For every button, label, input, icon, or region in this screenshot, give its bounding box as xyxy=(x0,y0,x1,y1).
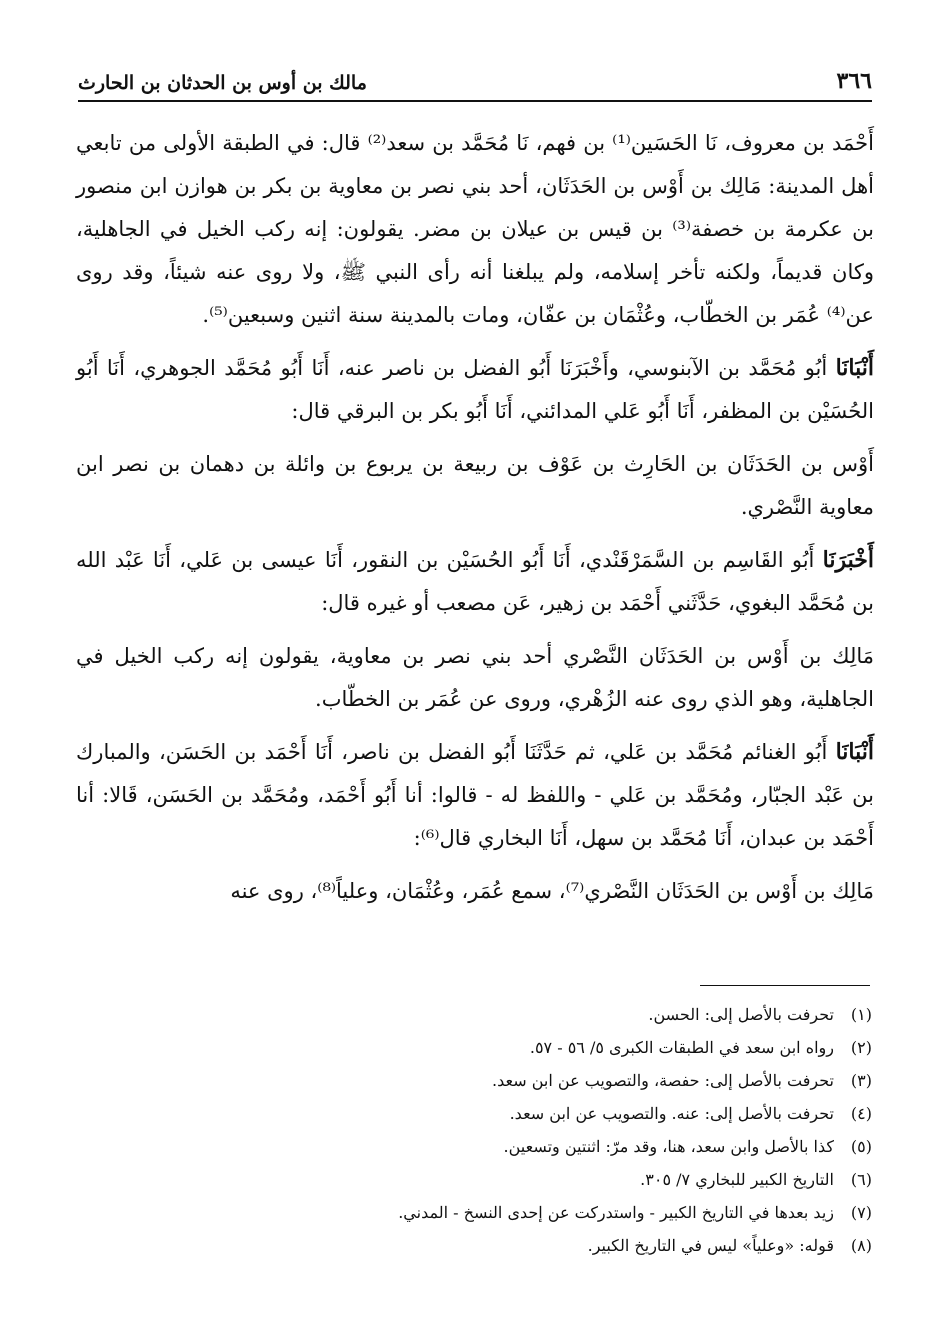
paragraph-text: أَبُو القَاسِم بن السَّمَرْقَنْدي، أَنَا أَبُو الحُسَيْن بن النقور، أَنَا عيسى بن عَلي، أَنَا عَبْد الله بن مُحَمَّد البغوي، حَدَّثَني أَحْمَد بن زهير، عَن مصعب أو غيره قال: xyxy=(76,548,874,615)
paragraph xyxy=(76,443,874,529)
paragraph-text: أَحْمَد بن معروف، نَا الحَسَين⁽¹⁾ بن فهم، نَا مُحَمَّد بن سعد⁽²⁾ قال: في الطبقة الأولى من تابعي أهل المدينة: مَالِك بن أَوْس بن الحَدَثَان، أحد بني نصر بن معاوية بن بكر بن هوازن ابن منصور بن عكرمة بن خصفة⁽³⁾ بن قيس بن عيلان بن مضر. يقولون: إنه ركب الخيل في الجاهلية، وكان قديماً، ولكنه تأخر إسلامه، ولم يبلغنا أنه رأى النبي ﷺ، ولا روى عنه شيئاً، وقد روى عن⁽⁴⁾ عُمَر بن الخطّاب، وعُثْمَان بن عفّان، ومات بالمدينة سنة اثنين وسبعين⁽⁵⁾. xyxy=(76,131,874,327)
footnote xyxy=(100,1163,872,1196)
footnote-text: كذا بالأصل وابن سعد، هنا، وقد مرّ: اثنتين وتسعين. xyxy=(503,1137,834,1156)
footnote xyxy=(100,1097,872,1130)
paragraph xyxy=(76,635,874,721)
paragraph-text: أبُو مُحَمَّد بن الآبنوسي، وأَخْبَرَنَا أَبُو الفضل بن ناصر عنه، أَنَا أَبُو مُحَمَّد الجوهري، أَنَا أَبُو الحُسَيْن بن المظفر، أَنَا أَبُو عَلي المدائني، أَنَا أَبُو بكر بن البرقي قال: xyxy=(76,356,874,423)
footnote-text: قوله: «وعلياً» ليس في التاريخ الكبير. xyxy=(587,1236,834,1255)
footnote-text: زيد بعدها في التاريخ الكبير - واستدركت عن إحدى النسخ - المدني. xyxy=(398,1203,834,1222)
footnote xyxy=(100,998,872,1031)
paragraph-text: مَالِك بن أَوْس بن الحَدَثَان النَّصْري أحد بني نصر بن معاوية، يقولون إنه ركب الخيل في الجاهلية، وهو الذي روى عنه الزُهْري، وروى عن عُمَر بن الخطّاب. xyxy=(76,644,874,711)
page-header xyxy=(78,60,872,102)
footnote-number: (٤) xyxy=(850,1104,872,1123)
footnotes xyxy=(100,998,872,1262)
footnote-divider xyxy=(700,985,870,986)
footnote-text: التاريخ الكبير للبخاري ٧/ ٣٠٥. xyxy=(640,1170,834,1189)
footnote xyxy=(100,1031,872,1064)
footnote-text: تحرفت بالأصل إلى: الحسن. xyxy=(648,1005,834,1024)
paragraph-text: مَالِك بن أَوْس بن الحَدَثَان النَّصْري⁽⁷⁾، سمع عُمَر، وعُثْمَان، وعلياً⁽⁸⁾، روى عنه xyxy=(230,879,874,903)
footnote-text: تحرفت بالأصل إلى: عنه. والتصويب عن ابن سعد. xyxy=(509,1104,834,1123)
paragraph xyxy=(76,347,874,433)
footnote xyxy=(100,1064,872,1097)
footnote-number: (٧) xyxy=(850,1203,872,1222)
isnad-lead-word: أَنْبَانَا xyxy=(835,355,874,381)
paragraph-text: أَبُو الغنائم مُحَمَّد بن عَلي، ثم حَدَّثَنَا أَبُو الفضل بن ناصر، أَنَا أَحْمَد بن الحَسَن، والمبارك بن عَبْد الجبّار، ومُحَمَّد بن عَلي - واللفظ له - قالوا: أنا أَبُو أَحْمَد، ومُحَمَّد بن الحَسَن، قَالا: أنا أَحْمَد بن عبدان، أَنَا مُحَمَّد بن سهل، أَنَا البخاري قال⁽⁶⁾: xyxy=(76,740,874,850)
page-number: ٣٦٦ xyxy=(836,68,872,94)
footnote-number: (١) xyxy=(850,1005,872,1024)
paragraph xyxy=(76,731,874,860)
footnote-text: تحرفت بالأصل إلى: حفصة، والتصويب عن ابن سعد. xyxy=(492,1071,834,1090)
footnote-number: (٨) xyxy=(850,1236,872,1255)
footnote-text: رواه ابن سعد في الطبقات الكبرى ٥/ ٥٦ - ٥٧. xyxy=(529,1038,834,1057)
main-text xyxy=(76,122,874,913)
paragraph xyxy=(76,122,874,337)
footnote xyxy=(100,1196,872,1229)
isnad-lead-word: أَنْبَانَا xyxy=(835,739,874,765)
footnote xyxy=(100,1130,872,1163)
paragraph xyxy=(76,870,874,913)
isnad-lead-word: أَخْبَرَنَا xyxy=(822,547,874,573)
paragraph xyxy=(76,539,874,625)
footnote-number: (٢) xyxy=(850,1038,872,1057)
footnote-number: (٣) xyxy=(850,1071,872,1090)
footnote-number: (٦) xyxy=(850,1170,872,1189)
paragraph-text: أَوْس بن الحَدَثَان بن الحَارِث بن عَوْف بن ربيعة بن يربوع بن وائلة بن دهمان بن نصر ابن معاوية النَّصْري. xyxy=(76,452,874,519)
running-title: مالك بن أوس بن الحدثان بن الحارث xyxy=(78,72,367,94)
footnote xyxy=(100,1229,872,1262)
footnote-number: (٥) xyxy=(850,1137,872,1156)
